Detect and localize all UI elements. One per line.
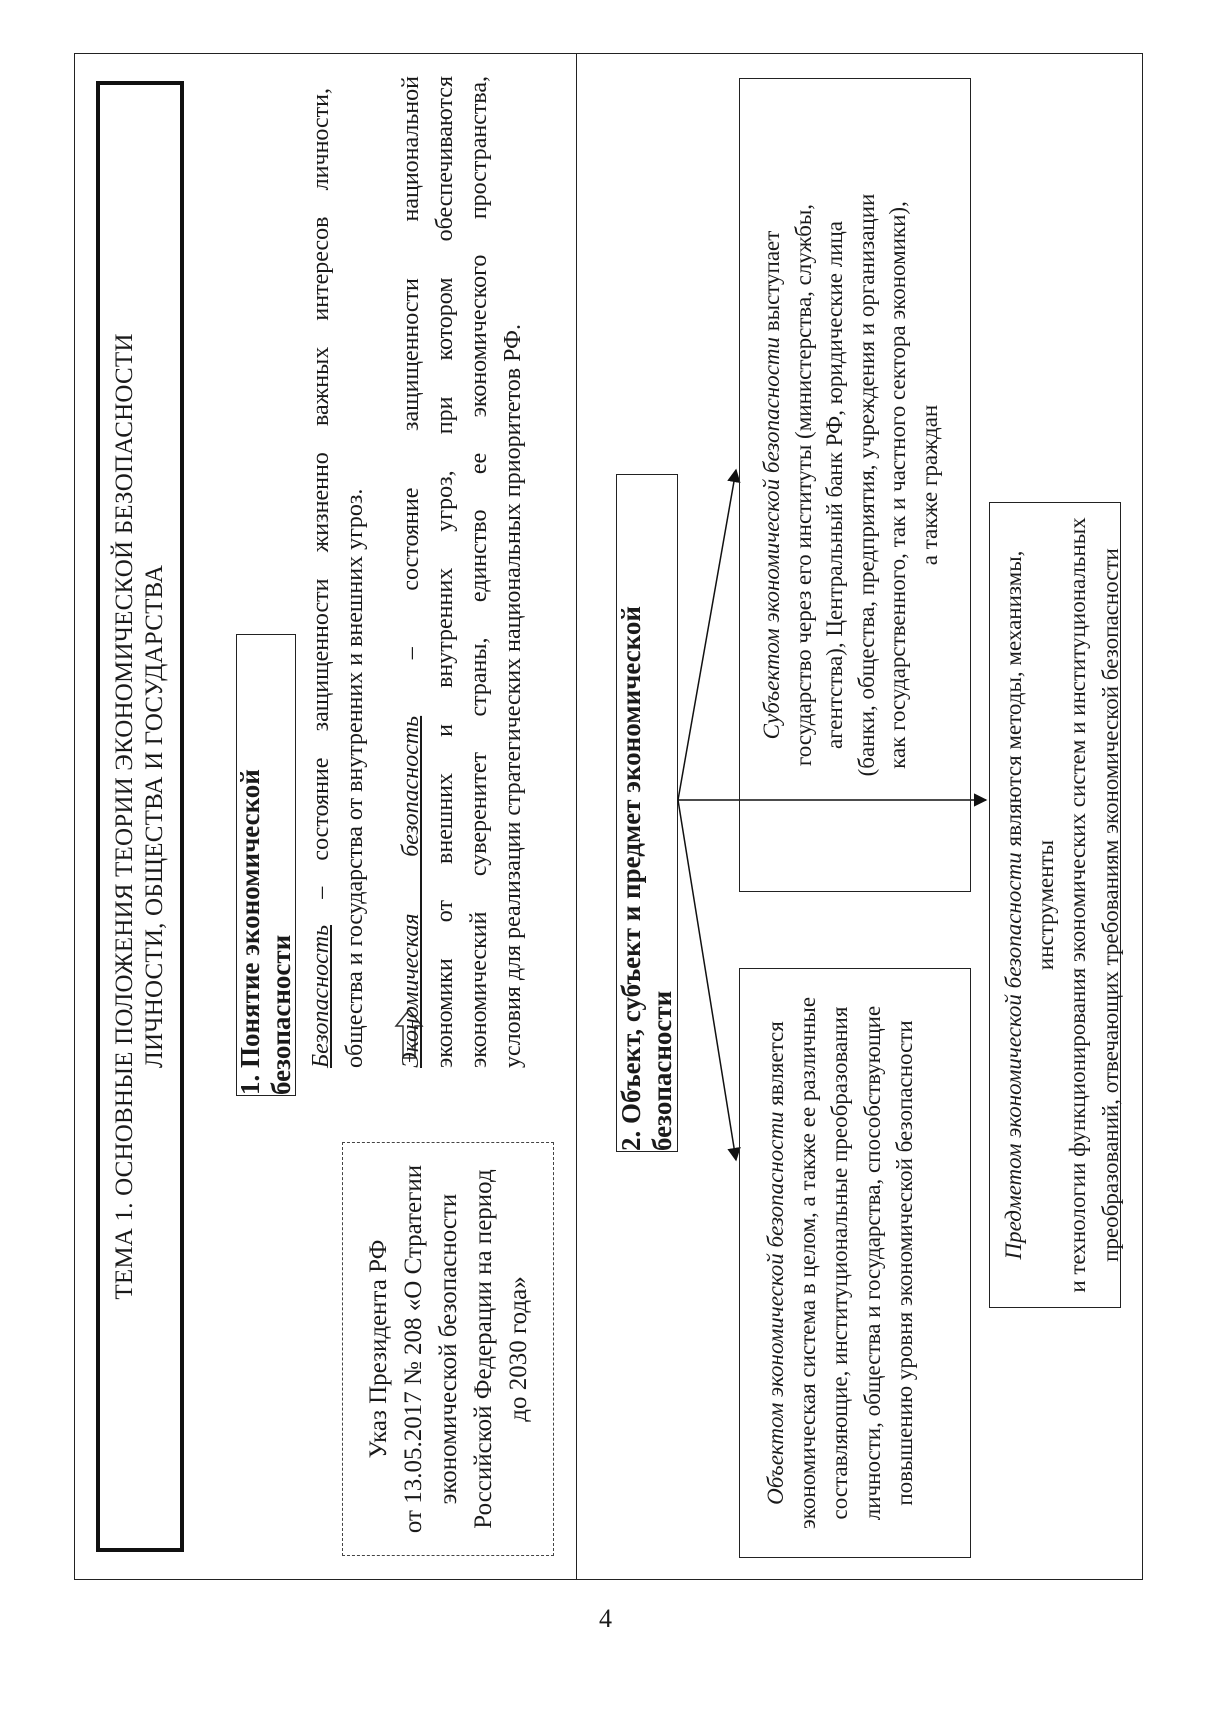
term-subject: Субъектом экономической безопасности xyxy=(759,336,784,740)
decree-line: до 2030 года» xyxy=(504,1276,532,1422)
topic-title-line2: ЛИЧНОСТИ, ОБЩЕСТВА И ГОСУДАРСТВА xyxy=(141,564,168,1069)
topic-title-line1: ТЕМА 1. ОСНОВНЫЕ ПОЛОЖЕНИЯ ТЕОРИИ ЭКОНОМИЧЕСКОЙ БЕЗОПАСНОСТИ xyxy=(110,333,138,1300)
section1-heading: 1. Понятие экономической безопасности xyxy=(236,634,296,1096)
term-object: Объектом экономической безопасности xyxy=(763,1111,788,1505)
object-box: Объектом экономической безопасности является экономическая система в целом, а также ее различные составляющие, институциональные преобразования личности, общества и государства, способствующие повышению уровня экономической безопасности xyxy=(739,968,971,1558)
decree-line: Указ Президента РФ xyxy=(364,1239,392,1459)
term-economic-security: Экономическая безопасность xyxy=(398,715,424,1068)
rotated-content xyxy=(74,53,1143,1580)
predmet-box: Предметом экономической безопасности являются методы, механизмы, инструменты и технологии функционирования экономических систем и институциональных преобразований, отвечающих требованиям экономической безопасности xyxy=(989,502,1121,1308)
page-number: 4 xyxy=(599,1604,612,1633)
definition-security: Безопасность – состояние защищенности жизненно важных интересов личности, общества и государства от внутренних и внешних угроз. xyxy=(308,88,369,1068)
term-predmet: Предметом экономической безопасности xyxy=(1001,852,1026,1260)
arrow-to-object xyxy=(678,800,736,1160)
decree-line: от 13.05.2017 № 208 «О Стратегии xyxy=(399,1164,427,1534)
definition-economic-security: Экономическая безопасность – состояние защищенности национальной экономики от внешних и внутренних угроз, при котором обеспечиваются экономический суверенитет страны, единство ее экономического пространства, условия для реализации стратегических национальных приоритетов РФ. xyxy=(398,76,527,1068)
arrow-to-subject xyxy=(678,470,736,800)
section2-heading: 2. Объект, субъект и предмет экономической безопасности xyxy=(616,474,678,1152)
term-security: Безопасность xyxy=(308,924,334,1068)
decree-line: Российской Федерации на период xyxy=(469,1169,497,1529)
subject-box: Субъектом экономической безопасности выступает государство через его институты (министерства, службы, агентства), Центральный банк РФ, юридические лица (банки, общества, предприятия, учреждения и организации как государственного, так и частного сектора экономики), а также граждан xyxy=(739,78,971,892)
diagram-arrows xyxy=(74,53,1143,1580)
decree-line: экономической безопасности xyxy=(434,1193,462,1505)
